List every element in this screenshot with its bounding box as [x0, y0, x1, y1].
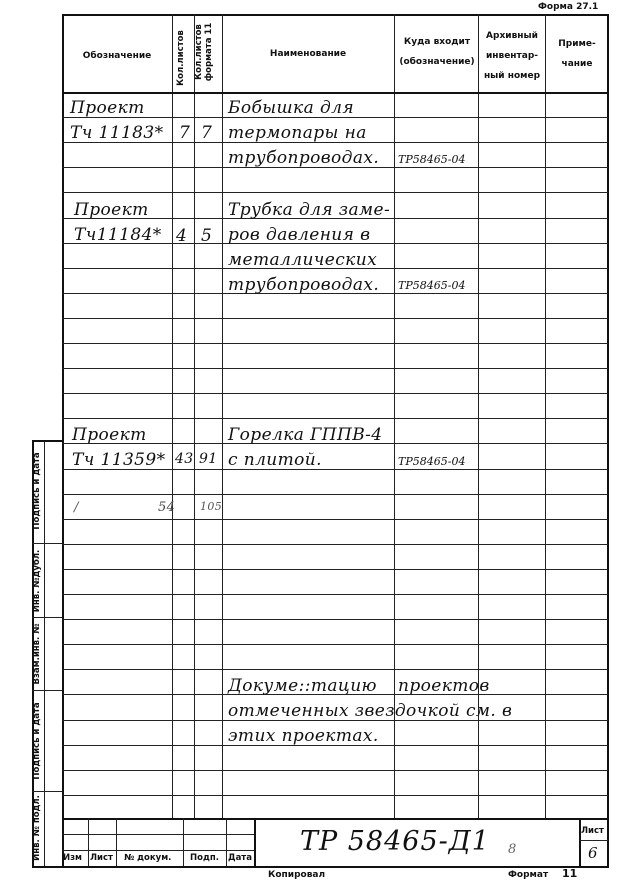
row-line — [62, 418, 608, 419]
tb-col-doc: № докум. — [124, 853, 172, 863]
header-archive-3: ный номер — [483, 71, 541, 81]
header-sheets-count: Кол.листов — [176, 30, 186, 86]
header-note-2: чание — [561, 59, 593, 69]
frame-top — [62, 14, 608, 16]
note-line-2: отмеченных звездочкой см. в — [228, 701, 513, 721]
entry2-name-4: трубопроводах. — [228, 275, 380, 295]
sheet-label: Лист — [581, 826, 604, 836]
header-sheets-format-2: формата 11 — [204, 22, 214, 82]
header-note-1: Приме- — [558, 39, 596, 49]
header-sheets-format-1: Кол.листов — [194, 24, 204, 80]
side-label-dup-inv: Инв. №дубл. — [32, 549, 42, 613]
entry3-name-2: с плитой. — [228, 450, 322, 470]
row-line — [62, 594, 608, 595]
side-strip-inner — [44, 440, 45, 866]
entry3-sheets-format: 91 — [199, 451, 218, 467]
entry2-where-used: ТР58465-04 — [398, 279, 466, 292]
col-sep-1 — [172, 14, 173, 818]
form-label: Форма 27.1 — [538, 2, 599, 12]
col-sep-2 — [194, 14, 195, 818]
tb-col-4 — [226, 818, 227, 866]
row-line — [62, 343, 608, 344]
tb-col-date: Дата — [228, 853, 252, 863]
entry3-designation-1: Проект — [72, 425, 147, 445]
note-line-1-right: проектов — [398, 676, 490, 696]
entry2-sheets: 4 — [176, 226, 188, 246]
totals-mark: / — [74, 500, 79, 515]
header-archive-2: инвентар- — [485, 51, 538, 61]
header-bottom — [62, 92, 608, 94]
note-line-3: этих проектах. — [228, 726, 379, 746]
entry1-name-1: Бобышка для — [228, 98, 354, 118]
side-label-sign-date-2: Подпись и дата — [32, 702, 42, 780]
tb-col-sign: Подп. — [190, 853, 219, 863]
col-sep-3 — [222, 14, 223, 818]
totals-sheets: 54 — [158, 500, 176, 515]
header-where-used-2: (обозначение) — [399, 57, 475, 67]
row-line — [62, 494, 608, 495]
tb-col-1 — [88, 818, 89, 866]
entry2-sheets-format: 5 — [201, 226, 213, 246]
entry2-name-1: Трубка для заме- — [228, 200, 391, 220]
tb-col-change: Изм — [63, 853, 83, 863]
entry1-sheets-format: 7 — [201, 123, 213, 143]
row-line — [62, 619, 608, 620]
tb-col-5 — [254, 818, 256, 866]
title-block-top — [62, 818, 608, 820]
tb-sheet-sep — [579, 840, 608, 841]
frame-bottom — [32, 866, 609, 868]
doc-code-suffix: 8 — [508, 842, 517, 857]
footer-format-value: 11 — [562, 867, 578, 880]
side-label-sign-date-1: Подпись и дата — [32, 452, 42, 530]
entry2-name-3: металлических — [228, 250, 378, 270]
entry3-name-1: Горелка ГППВ-4 — [228, 425, 383, 445]
entry1-designation-1: Проект — [70, 98, 145, 118]
row-line — [62, 795, 608, 796]
entry1-designation-2: Тч 11183* — [70, 123, 164, 143]
row-line — [62, 669, 608, 670]
col-sep-4 — [394, 14, 395, 818]
col-sep-6 — [545, 14, 546, 818]
row-line — [62, 770, 608, 771]
entry2-designation-1: Проект — [74, 200, 149, 220]
footer-format-label: Формат — [508, 870, 549, 880]
row-line — [62, 393, 608, 394]
entry1-name-3: трубопроводах. — [228, 148, 380, 168]
tb-col-2 — [116, 818, 117, 866]
row-line — [62, 368, 608, 369]
entry1-sheets: 7 — [179, 123, 191, 143]
totals-sheets-format: 105 — [200, 500, 223, 513]
tb-col-sheet: Лист — [90, 853, 113, 863]
header-designation: Обозначение — [82, 51, 152, 61]
entry1-where-used: ТР58465-04 — [398, 153, 466, 166]
entry3-sheets: 43 — [175, 451, 194, 467]
entry1-name-2: термопары на — [228, 123, 367, 143]
col-sep-5 — [478, 14, 479, 818]
header-archive-1: Архивный — [486, 31, 538, 41]
row-line — [62, 644, 608, 645]
entry3-designation-2: Тч 11359* — [72, 450, 166, 470]
doc-code: ТР 58465-Д1 — [300, 826, 490, 857]
side-label-orig-inv: Инв. № подл. — [32, 795, 42, 861]
header-where-used-1: Куда входит — [403, 37, 471, 47]
entry2-name-2: ров давления в — [228, 225, 371, 245]
row-line — [62, 192, 608, 193]
row-line — [62, 544, 608, 545]
note-line-1: Докуме::тацию — [228, 676, 377, 696]
tb-col-3 — [183, 818, 184, 866]
header-name: Наименование — [269, 49, 347, 59]
row-line — [62, 519, 608, 520]
entry3-where-used: ТР58465-04 — [398, 455, 466, 468]
side-label-replace-inv: Взам.инв. № — [32, 623, 42, 685]
entry2-designation-2: Тч11184* — [74, 225, 162, 245]
row-line — [62, 569, 608, 570]
footer-copied: Копировал — [268, 870, 326, 880]
sheet-number: 6 — [588, 844, 598, 862]
row-line — [62, 318, 608, 319]
